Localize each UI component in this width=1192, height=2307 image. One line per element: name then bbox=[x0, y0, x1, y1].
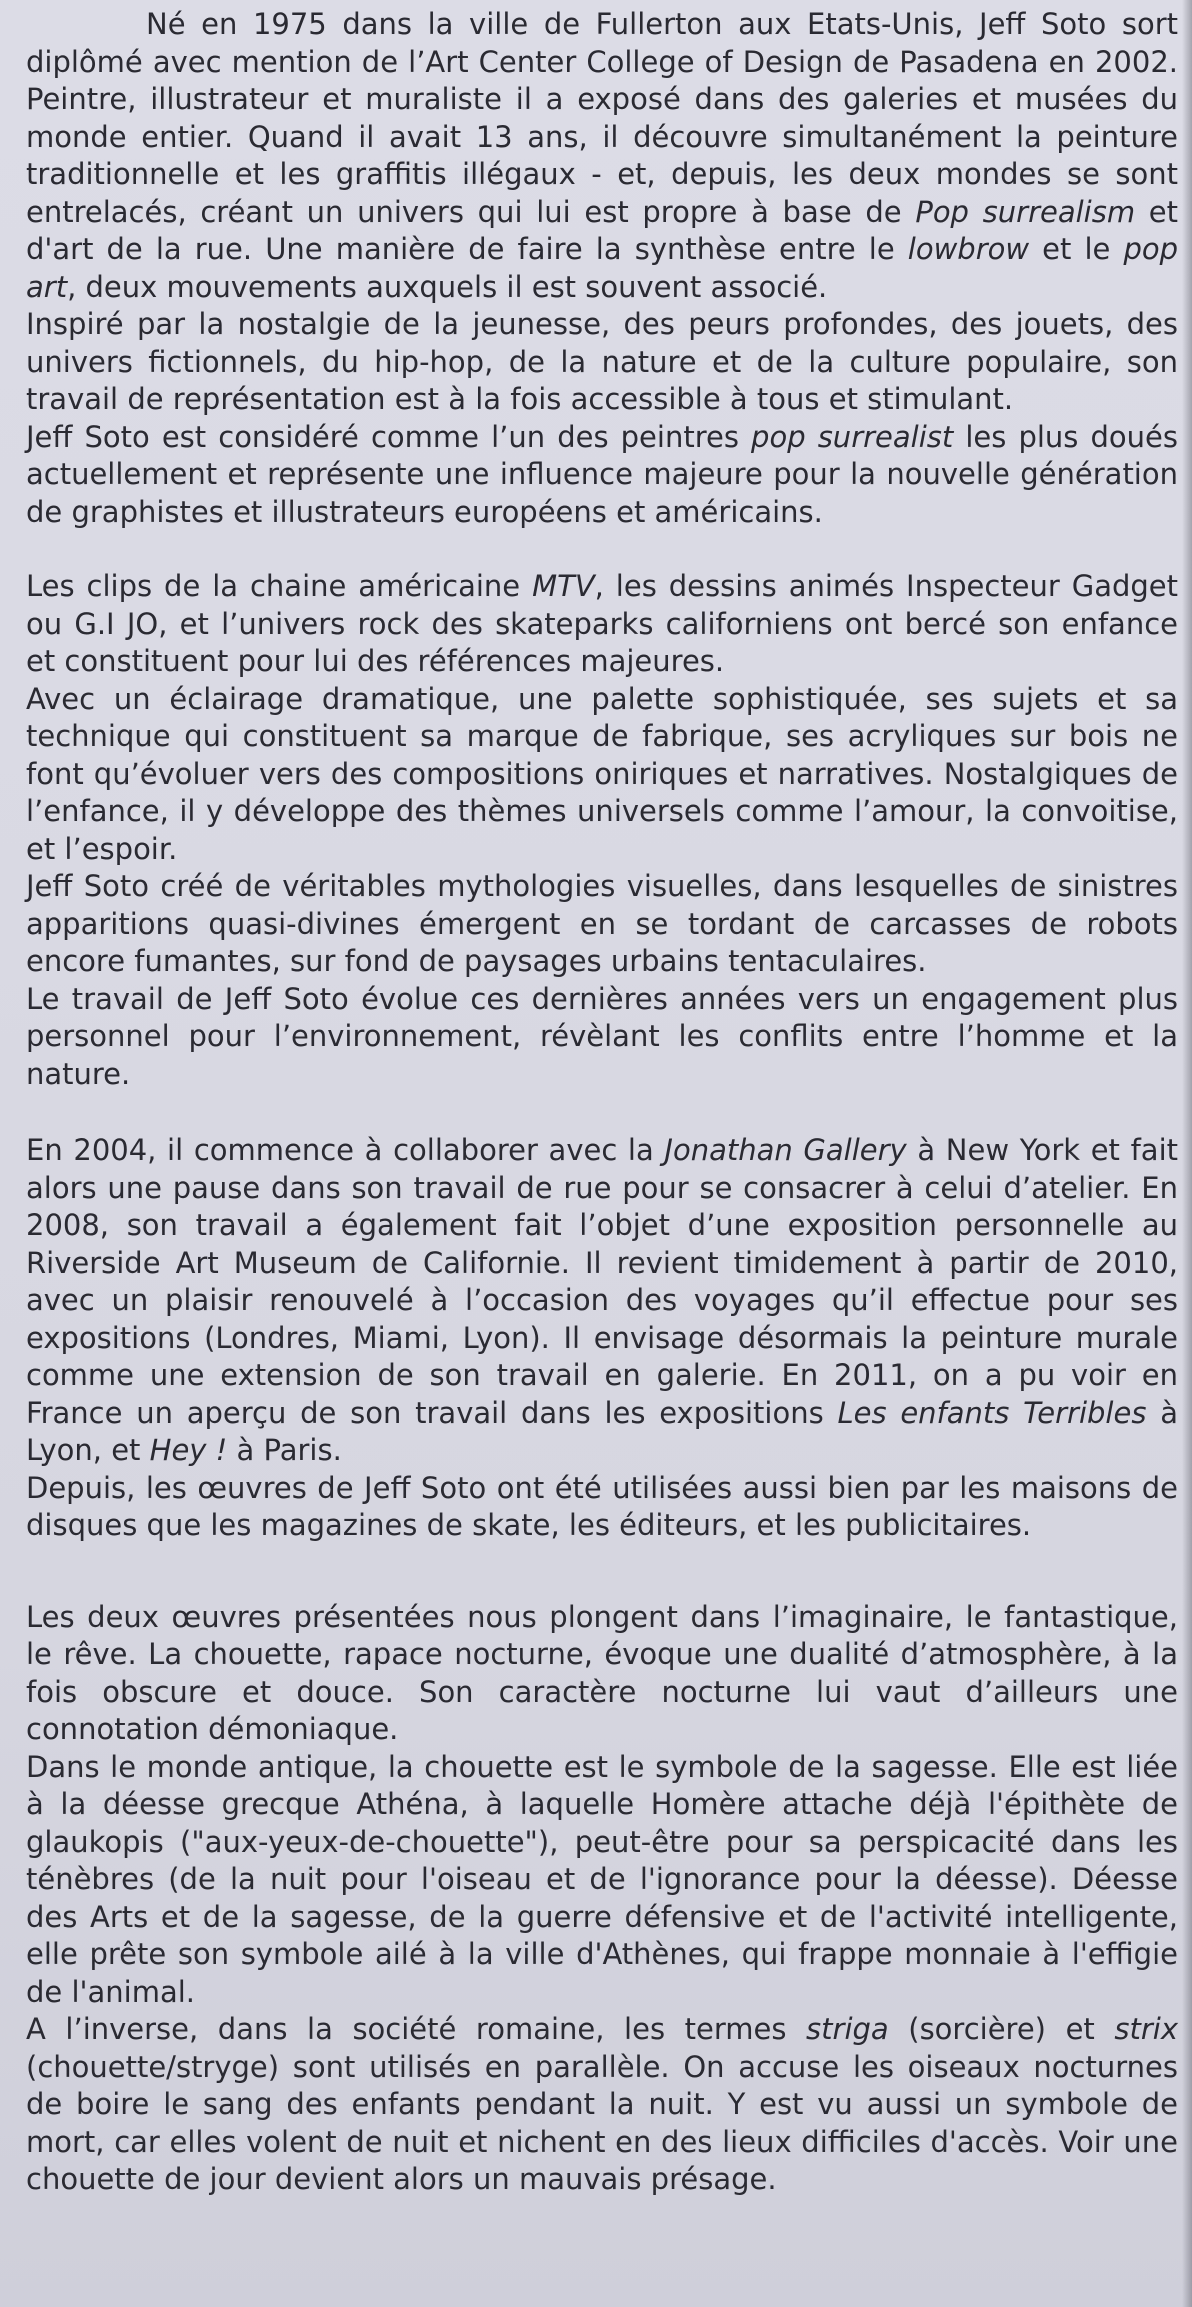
career-paragraph-1: En 2004, il commence à collaborer avec la Jonathan Gallery à New York et fait alors une pause dans son travail de rue pour se consacrer à celui d’atelier. En 2008, son travail a également fait l’objet d’une exposition personnelle au Riverside Art Museum de Californie. Il revient timidement à partir de 2010, avec un plaisir renouvelé à l’occasion des voyages qu’il effectue pour ses expositions (Londres, Miami, Lyon). Il envisage désormais la peinture murale comme une extension de son travail en galerie. En 2011, on a pu voir en France un aperçu de son travail dans les expositions Les enfants Terribles à Lyon, et Hey ! à Paris. bbox=[26, 1133, 1178, 1467]
paragraph-gap bbox=[26, 531, 1178, 568]
influences-paragraph-1: Les clips de la chaine américaine MTV, les dessins animés Inspecteur Gadget ou G.I JO, et l’univers rock des skateparks californiens ont bercé son enfance et constituent pour lui des références majeures. bbox=[26, 569, 1178, 678]
career-paragraph-2: Depuis, les œuvres de Jeff Soto ont été utilisées aussi bien par les maisons de disques que les magazines de skate, les éditeurs, et les publicitaires. bbox=[26, 1470, 1178, 1542]
paragraph-gap bbox=[26, 1545, 1178, 1599]
panel-edge-shadow bbox=[1182, 0, 1192, 2307]
bio-paragraph-2: Inspiré par la nostalgie de la jeunesse, des peurs profondes, des jouets, des univers fictionnels, du hip-hop, de la nature et de la culture populaire, son travail de représentation est à la fois accessible à tous et stimulant. bbox=[26, 307, 1178, 416]
works-paragraph-2: Dans le monde antique, la chouette est le symbole de la sagesse. Elle est liée à la déesse grecque Athéna, à laquelle Homère attache déjà l'épithète de glaukopis ("aux-yeux-de-chouette"), peut-être pour sa perspicacité dans les ténèbres (de la nuit pour l'oiseau et de l'ignorance pour la déesse). Déesse des Arts et de la sagesse, de la guerre défensive et de l'activité intelligente, elle prête son symbole ailé à la ville d'Athènes, qui frappe monnaie à l'effigie de l'animal. bbox=[26, 1749, 1178, 2009]
influences-paragraph-2: Avec un éclairage dramatique, une palette sophistiquée, ses sujets et sa technique qui constituent sa marque de fabrique, ses acryliques sur bois ne font qu’évoluer vers des compositions oniriques et narratives. Nostalgiques de l’enfance, il y développe des thèmes universels comme l’amour, la convoitise, et l’espoir. bbox=[26, 681, 1178, 866]
bio-paragraph-1: Né en 1975 dans la ville de Fullerton aux Etats-Unis, Jeff Soto sort diplômé avec mention de l’Art Center College of Design de Pasadena en 2002. Peintre, illustrateur et muraliste il a exposé dans des galeries et musées du monde entier. Quand il avait 13 ans, il découvre simultanément la peinture traditionnelle et les graffitis illégaux - et, depuis, les deux mondes se sont entrelacés, créant un univers qui lui est propre à base de Pop surrealism et d'art de la rue. Une manière de faire la synthèse entre le lowbrow et le pop art, deux mouvements auxquels il est souvent associé. bbox=[26, 7, 1179, 304]
influences-paragraph-3: Jeff Soto créé de véritables mythologies visuelles, dans lesquelles de sinistres apparitions quasi-divines émergent en se tordant de carcasses de robots encore fumantes, sur fond de paysages urbains tentaculaires. bbox=[26, 869, 1178, 978]
works-paragraph-1: Les deux œuvres présentées nous plongent dans l’imaginaire, le fantastique, le rêve. La chouette, rapace nocturne, évoque une dualité d’atmosphère, à la fois obscure et douce. Son caractère nocturne lui vaut d’ailleurs une connotation démoniaque. bbox=[26, 1599, 1178, 1746]
paragraph-gap bbox=[26, 1093, 1178, 1132]
influences-paragraph-4: Le travail de Jeff Soto évolue ces dernières années vers un engagement plus personnel pour l’environnement, révèlant les conflits entre l’homme et la nature. bbox=[26, 981, 1178, 1091]
works-paragraph-3: A l’inverse, dans la société romaine, les termes striga (sorcière) et strix (chouette/stryge) sont utilisés en parallèle. On accuse les oiseaux nocturnes de boire le sang des enfants pendant la nuit. Y est vu aussi un symbole de mort, car elles volent de nuit et nichent en des lieux difficiles d'accès. Voir une chouette de jour devient alors un mauvais présage. bbox=[26, 2012, 1178, 2196]
bio-paragraph-3: Jeff Soto est considéré comme l’un des peintres pop surrealist les plus doués actuellement et représente une influence majeure pour la nouvelle génération de graphistes et illustrateurs européens et américains. bbox=[26, 419, 1178, 529]
